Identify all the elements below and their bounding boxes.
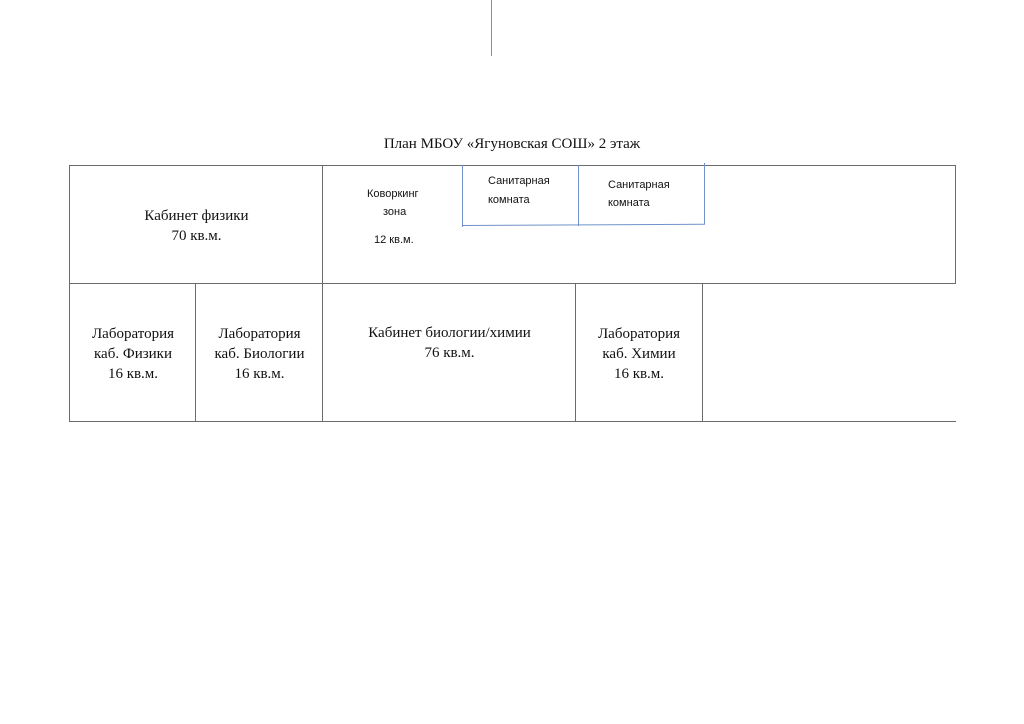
coworking-area: 12 кв.м. bbox=[374, 234, 414, 246]
coworking-label-line1: Коворкинг bbox=[367, 188, 419, 200]
lab-biology-line2: каб. Биологии bbox=[214, 346, 305, 362]
sanitary-left-wall bbox=[462, 165, 463, 227]
sanitary-1-line2: комната bbox=[488, 194, 530, 206]
room-lab-biology bbox=[195, 283, 323, 422]
sanitary-divider bbox=[578, 165, 579, 226]
room-physics-name: Кабинет физики bbox=[144, 208, 249, 224]
lab-physics-line2: каб. Физики bbox=[94, 346, 172, 362]
biology-chemistry-name: Кабинет биологии/химии bbox=[368, 325, 531, 341]
lab-biology-area: 16 кв.м. bbox=[234, 366, 285, 382]
lab-physics-line1: Лаборатория bbox=[91, 326, 175, 342]
plan-title bbox=[0, 135, 1024, 153]
room-lab-chemistry bbox=[575, 283, 703, 422]
corridor-bottom-right bbox=[702, 283, 956, 422]
room-biology-chemistry bbox=[322, 283, 576, 422]
lab-chemistry-line2: каб. Химии bbox=[602, 346, 676, 362]
biology-chemistry-area: 76 кв.м. bbox=[424, 345, 475, 361]
sanitary-right-wall bbox=[704, 163, 705, 224]
plan-title-text: План МБОУ «Ягуновская СОШ» 2 этаж bbox=[383, 136, 641, 152]
coworking-label-line2: зона bbox=[383, 206, 407, 218]
room-physics-area: 70 кв.м. bbox=[171, 228, 222, 244]
room-lab-physics bbox=[69, 283, 196, 422]
room-physics bbox=[69, 165, 323, 284]
sanitary-2-line2: комната bbox=[608, 197, 650, 209]
lab-chemistry-line1: Лаборатория bbox=[597, 326, 681, 342]
sanitary-2-line1: Санитарная bbox=[608, 179, 670, 191]
sanitary-1-line1: Санитарная bbox=[488, 175, 550, 187]
lab-chemistry-area: 16 кв.м. bbox=[613, 366, 665, 382]
top-guide-line bbox=[491, 0, 492, 56]
lab-physics-area: 16 кв.м. bbox=[107, 366, 159, 382]
lab-biology-line1: Лаборатория bbox=[218, 326, 301, 342]
